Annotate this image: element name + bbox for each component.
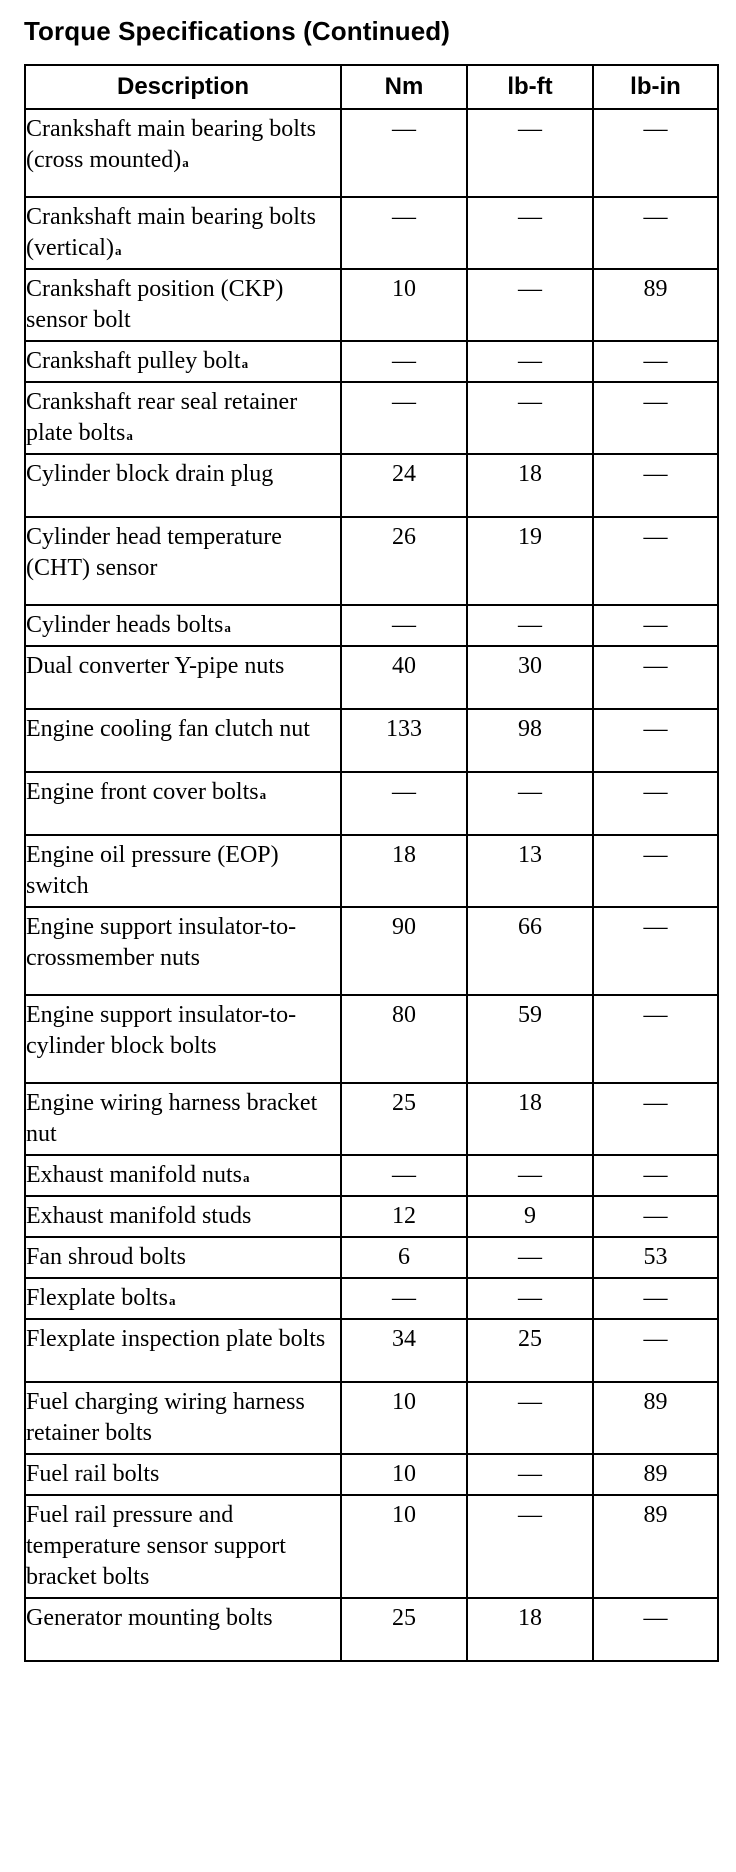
lb-ft-cell: 9 — [467, 1196, 593, 1237]
description-cell — [25, 1278, 341, 1319]
lb-ft-cell: — — [467, 772, 593, 835]
lb-in-cell: 89 — [593, 1495, 718, 1598]
description-text: Exhaust manifold studs — [26, 1203, 252, 1229]
nm-cell: 18 — [341, 835, 467, 907]
lb-in-cell: 89 — [593, 269, 718, 341]
description-text: Cylinder heads bolts — [26, 612, 224, 638]
table-row — [25, 605, 718, 646]
page-title: Torque Specifications (Continued) — [24, 16, 451, 46]
lb-in-cell: — — [593, 517, 718, 605]
description-cell — [25, 1083, 341, 1155]
torque-spec-table — [24, 64, 719, 1662]
nm-cell: — — [341, 109, 467, 197]
lb-in-cell: — — [593, 995, 718, 1083]
description-text: Generator mounting bolts — [26, 1605, 273, 1631]
table-row — [25, 646, 718, 709]
nm-cell: 26 — [341, 517, 467, 605]
description-cell — [25, 269, 341, 341]
nm-cell: 10 — [341, 1382, 467, 1454]
table-row — [25, 1454, 718, 1495]
description-text: Engine support insulator-to-crossmember nuts — [26, 914, 297, 971]
lb-ft-cell: 25 — [467, 1319, 593, 1382]
lb-ft-cell: — — [467, 341, 593, 382]
lb-ft-cell: — — [467, 109, 593, 197]
description-text: Engine oil pressure (EOP) switch — [26, 842, 279, 899]
table-row — [25, 1495, 718, 1598]
lb-ft-cell: 18 — [467, 1083, 593, 1155]
table-row — [25, 269, 718, 341]
description-text: Engine front cover bolts — [26, 779, 259, 805]
description-text: Crankshaft main bearing bolts (cross mounted) — [26, 116, 316, 173]
footnote-marker: a — [168, 1293, 176, 1308]
description-cell — [25, 341, 341, 382]
lb-ft-cell: 98 — [467, 709, 593, 772]
nm-cell: — — [341, 605, 467, 646]
description-text: Flexplate bolts — [26, 1285, 168, 1311]
description-cell — [25, 517, 341, 605]
lb-in-cell: — — [593, 1319, 718, 1382]
column-header-nm: Nm — [341, 65, 467, 109]
nm-cell: — — [341, 197, 467, 269]
lb-in-cell: 89 — [593, 1454, 718, 1495]
description-text: Crankshaft position (CKP) sensor bolt — [26, 276, 284, 333]
column-header-lb-ft: lb-ft — [467, 65, 593, 109]
table-row — [25, 1196, 718, 1237]
table-row — [25, 517, 718, 605]
lb-ft-cell: — — [467, 197, 593, 269]
lb-ft-cell: — — [467, 1237, 593, 1278]
lb-ft-cell: 18 — [467, 454, 593, 517]
description-text: Fuel charging wiring harness retainer bolts — [26, 1389, 305, 1446]
description-text: Fuel rail pressure and temperature sensor support bracket bolts — [26, 1502, 286, 1590]
lb-ft-cell: — — [467, 605, 593, 646]
lb-ft-cell: — — [467, 1382, 593, 1454]
lb-ft-cell: 59 — [467, 995, 593, 1083]
table-row — [25, 835, 718, 907]
description-cell — [25, 454, 341, 517]
lb-ft-cell: 13 — [467, 835, 593, 907]
lb-in-cell: — — [593, 605, 718, 646]
description-cell — [25, 1196, 341, 1237]
lb-in-cell: — — [593, 835, 718, 907]
description-text: Engine wiring harness bracket nut — [26, 1090, 318, 1147]
lb-ft-cell: — — [467, 1278, 593, 1319]
lb-ft-cell: 19 — [467, 517, 593, 605]
lb-ft-cell: — — [467, 1155, 593, 1196]
description-cell — [25, 197, 341, 269]
description-text: Fuel rail bolts — [26, 1461, 160, 1487]
nm-cell: 34 — [341, 1319, 467, 1382]
nm-cell: 80 — [341, 995, 467, 1083]
lb-in-cell: — — [593, 382, 718, 454]
lb-in-cell: — — [593, 341, 718, 382]
nm-cell: 90 — [341, 907, 467, 995]
description-text: Flexplate inspection plate bolts — [26, 1326, 326, 1352]
lb-in-cell: — — [593, 197, 718, 269]
description-cell — [25, 109, 341, 197]
lb-in-cell: — — [593, 907, 718, 995]
description-text: Engine support insulator-to-cylinder block bolts — [26, 1002, 297, 1059]
lb-ft-cell: 66 — [467, 907, 593, 995]
description-cell — [25, 835, 341, 907]
footnote-marker: a — [224, 620, 231, 635]
table-row — [25, 1083, 718, 1155]
table-row — [25, 341, 718, 382]
lb-in-cell: — — [593, 454, 718, 517]
description-cell — [25, 1495, 341, 1598]
description-cell — [25, 907, 341, 995]
nm-cell: 12 — [341, 1196, 467, 1237]
description-text: Crankshaft pulley bolt — [26, 348, 241, 374]
footnote-marker: a — [114, 243, 122, 258]
description-text: Crankshaft rear seal retainer plate bolts — [26, 389, 298, 446]
lb-ft-cell: — — [467, 269, 593, 341]
lb-ft-cell: — — [467, 382, 593, 454]
description-cell — [25, 646, 341, 709]
lb-in-cell: — — [593, 1083, 718, 1155]
nm-cell: — — [341, 772, 467, 835]
description-cell — [25, 605, 341, 646]
table-row — [25, 1155, 718, 1196]
lb-ft-cell: — — [467, 1454, 593, 1495]
description-cell — [25, 1598, 341, 1661]
footnote-marker: a — [126, 428, 133, 443]
nm-cell: 25 — [341, 1598, 467, 1661]
lb-ft-cell: 18 — [467, 1598, 593, 1661]
description-text: Fan shroud bolts — [26, 1244, 187, 1270]
description-text: Engine cooling fan clutch nut — [26, 716, 310, 742]
table-row — [25, 382, 718, 454]
lb-in-cell: — — [593, 1196, 718, 1237]
description-cell — [25, 1237, 341, 1278]
table-row — [25, 454, 718, 517]
lb-in-cell: — — [593, 1155, 718, 1196]
nm-cell: 25 — [341, 1083, 467, 1155]
table-row — [25, 1278, 718, 1319]
lb-ft-cell: — — [467, 1495, 593, 1598]
description-text: Exhaust manifold nuts — [26, 1162, 242, 1188]
footnote-marker: a — [182, 155, 189, 170]
description-cell — [25, 1382, 341, 1454]
description-cell — [25, 382, 341, 454]
table-row — [25, 772, 718, 835]
lb-ft-cell: 30 — [467, 646, 593, 709]
table-header-row — [25, 65, 718, 109]
nm-cell: 10 — [341, 1495, 467, 1598]
lb-in-cell: — — [593, 1598, 718, 1661]
table-row — [25, 907, 718, 995]
table-row — [25, 1598, 718, 1661]
footnote-marker: a — [241, 356, 249, 371]
description-cell — [25, 1454, 341, 1495]
description-cell — [25, 1319, 341, 1382]
table-row — [25, 197, 718, 269]
column-header-lb-in: lb-in — [593, 65, 718, 109]
table-row — [25, 109, 718, 197]
lb-in-cell: — — [593, 1278, 718, 1319]
lb-in-cell: — — [593, 709, 718, 772]
footnote-marker: a — [242, 1170, 250, 1185]
nm-cell: 10 — [341, 269, 467, 341]
nm-cell: 10 — [341, 1454, 467, 1495]
column-header-description: Description — [25, 65, 341, 109]
nm-cell: 40 — [341, 646, 467, 709]
description-cell — [25, 995, 341, 1083]
description-text: Cylinder head temperature (CHT) sensor — [26, 524, 282, 581]
footnote-marker: a — [259, 787, 267, 802]
table-row — [25, 1382, 718, 1454]
table-row — [25, 995, 718, 1083]
nm-cell: — — [341, 1155, 467, 1196]
nm-cell: — — [341, 382, 467, 454]
table-body — [25, 109, 718, 1661]
lb-in-cell: — — [593, 772, 718, 835]
nm-cell: — — [341, 341, 467, 382]
table-row — [25, 1319, 718, 1382]
nm-cell: 133 — [341, 709, 467, 772]
lb-in-cell: 89 — [593, 1382, 718, 1454]
lb-in-cell: — — [593, 646, 718, 709]
description-text: Cylinder block drain plug — [26, 461, 274, 487]
table-row — [25, 709, 718, 772]
nm-cell: 6 — [341, 1237, 467, 1278]
table-row — [25, 1237, 718, 1278]
description-cell — [25, 709, 341, 772]
nm-cell: — — [341, 1278, 467, 1319]
description-cell — [25, 772, 341, 835]
lb-in-cell: — — [593, 109, 718, 197]
description-text: Crankshaft main bearing bolts (vertical) — [26, 204, 316, 261]
description-text: Dual converter Y-pipe nuts — [26, 653, 285, 679]
description-cell — [25, 1155, 341, 1196]
lb-in-cell: 53 — [593, 1237, 718, 1278]
nm-cell: 24 — [341, 454, 467, 517]
